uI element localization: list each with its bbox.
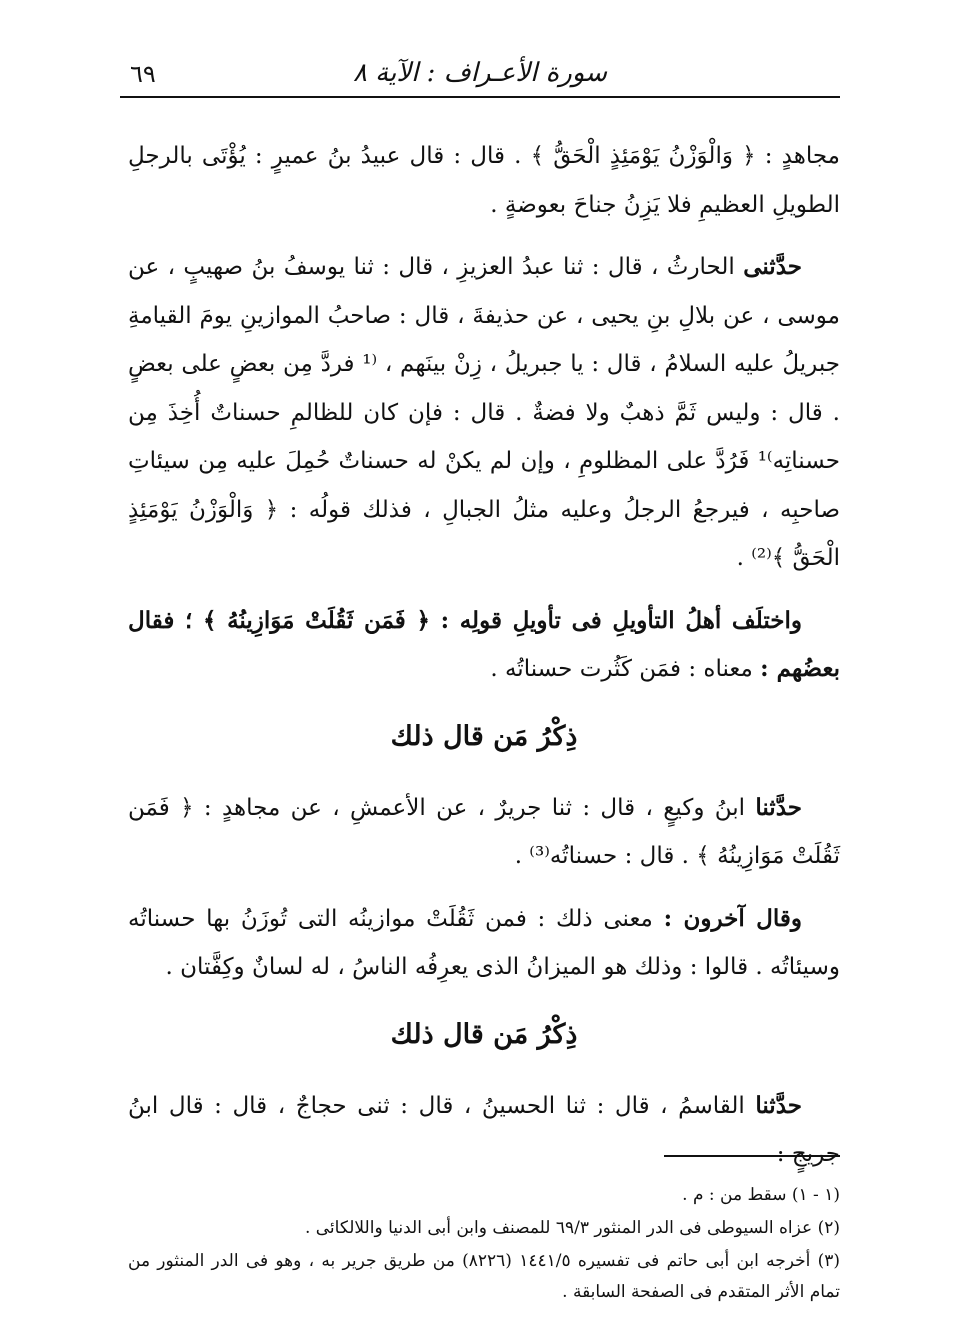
paragraph-text: مجاهدٍ : ﴿ وَالْوَزْنُ يَوْمَئِذٍ الْحَقُّ ﴾ . قال : قال عبيدُ بنُ عميرٍ : يُؤْتَى بالرجلِ الطويلِ العظيمِ فلا يَزِنُ جناحَ بعوضةٍ .: [128, 143, 840, 218]
paragraph-text: القاسمُ ، قال : ثنا الحسينُ ، قال : ثنى حجاجٌ ، قال : قال ابنُ جريجٍ :: [128, 1092, 840, 1167]
footnotes: [128, 1180, 840, 1310]
paragraph-others: [128, 895, 840, 992]
paragraph-continuation: [128, 132, 840, 229]
paragraph-lead: وقال آخرون :: [663, 904, 802, 932]
paragraph-hadith-harith: [128, 243, 840, 583]
main-text: [128, 132, 840, 1193]
paragraph-text: الحارثُ ، قال : ثنا عبدُ العزيزِ ، قال : ثنا يوسفُ بنُ صهيبٍ ، عن موسى ، عن بلالِ بنِ يحيى ، عن حذيفةَ ، قال : صاحبُ الموازينِ يومَ القيامةِ جبريلُ عليه السلامُ ، قال : يا جبريلُ ، زِنْ بينَهم ، ⁽¹ فردَّ مِن بعضٍ على بعضٍ . قال : وليس ثَمَّ ذهبٌ ولا فضةٌ . قال : فإن كان للظالمِ حسناتٌ أُخِذَ مِن حسناتِه⁾¹ فَرُدَّ على المظلومِ ، وإن لم يكنْ له حسناتٌ حُمِلَ عليه مِن سيئاتِ صاحبِه ، فيرجعُ الرجلُ وعليه مثلُ الجبالِ ، فذلك قولُه : ﴿ وَالْوَزْنُ يَوْمَئِذٍ الْحَقُّ ﴾⁽²⁾ .: [128, 254, 840, 571]
paragraph-text: معنى ذلك : فمن ثَقُلَتْ موازينُه التى تُوزَنُ بها حسناتُه وسيئاتُه . قالوا : وذلك هو الميزانُ الذى يعرِفُه الناسُ ، له لسانٌ وكِفَّتان .: [128, 905, 840, 980]
paragraph-interpretation: [128, 597, 840, 694]
surah-title: سورة الأعـراف : الآية ٨: [352, 58, 608, 88]
footnote-divider: [664, 1155, 840, 1157]
section-heading: ذِكْرُ مَن قال ذلك: [390, 1018, 578, 1050]
paragraph-lead: حدَّثنا: [755, 1091, 802, 1119]
page-number: ٦٩: [130, 60, 156, 88]
paragraph-text: ابنُ وكيعٍ ، قال : ثنا جريرٌ ، عن الأعمشِ ، عن مجاهدٍ : ﴿ فَمَن ثَقُلَتْ مَوَازِينُهُ ﴾ . قال : حسناتُه⁽³⁾ .: [128, 794, 840, 869]
paragraph-lead: حدَّثنى: [743, 253, 802, 280]
footnote-3: (٣) أخرجه ابن أبى حاتم فى تفسيره ١٤٤١/٥ (٨٢٢٦) من طريق جرير به ، وهو فى الدر المنثور من تمام الأثر المتقدم فى الصفحة السابقة .: [128, 1251, 841, 1302]
footnote-1: (١ - ١) سقط من : م .: [682, 1185, 840, 1205]
paragraph-text: معناه : فمَن كَثُرت حسناتُه .: [490, 656, 761, 682]
paragraph-lead: واختلَف أهلُ التأويلِ فى تأويلِ قولِه : ﴿ فَمَن ثَقُلَتْ مَوَازِينُهُ ﴾ ؛ فقال بعضُهم :: [128, 606, 840, 682]
paragraph-hadith-wakee: [128, 784, 840, 881]
paragraph-lead: حدَّثنا: [755, 793, 802, 821]
page-header: [120, 52, 840, 98]
paragraph-hadith-qasim: [128, 1082, 840, 1179]
section-heading: ذِكْرُ مَن قال ذلك: [390, 720, 578, 752]
footnote-2: (٢) عزاه السيوطى فى الدر المنثور ٦٩/٣ للمصنف وابن أبى الدنيا واللالكائى .: [304, 1218, 840, 1238]
